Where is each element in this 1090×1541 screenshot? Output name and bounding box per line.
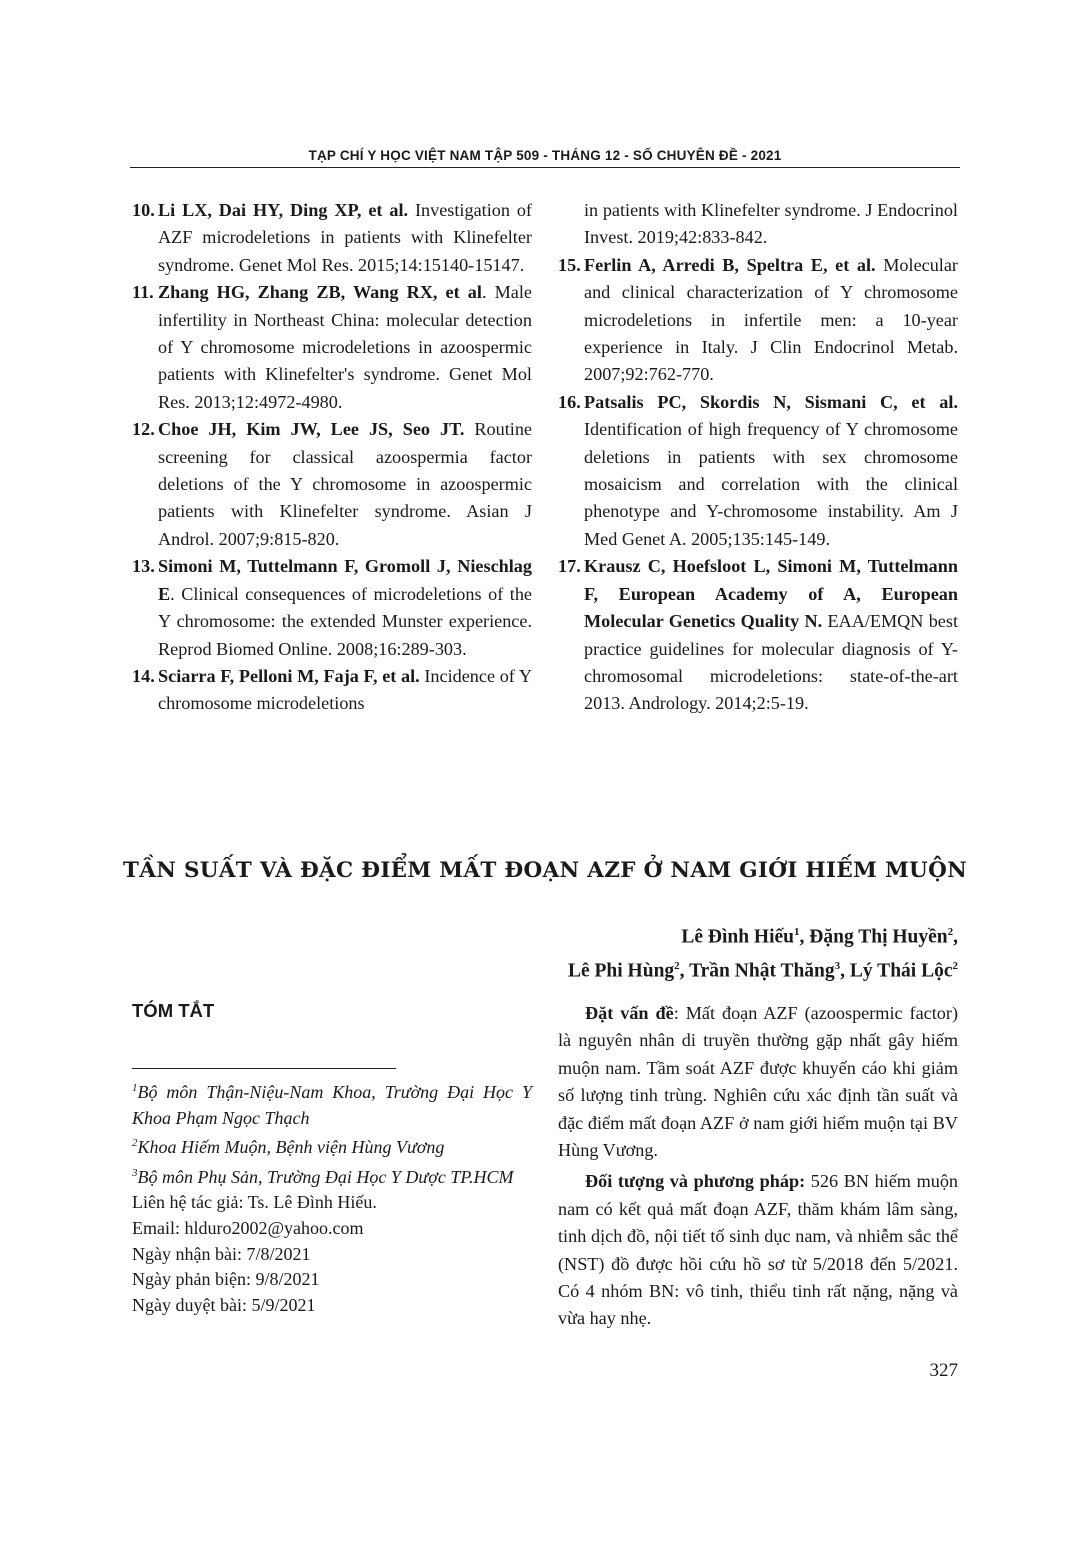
- abstract-background: Đặt vấn đề: Mất đoạn AZF (azoospermic factor) là nguyên nhân di truyền thường gặp nhất gây hiếm muộn nam. Tầm soát AZF được khuyến cáo khi giảm số lượng tinh trùng. Nghiên cứu xác định tần suất và đặc điểm mất đoạn AZF ở nam giới hiếm muộn tại BV Hùng Vương.: [558, 1003, 958, 1161]
- abstract: [558, 1000, 958, 1337]
- reference-item: 13. Simoni M, Tuttelmann F, Gromoll J, Nieschlag E. Clinical consequences of microdeletions of the Y chromosome: the extended Munster experience. Reprod Biomed Online. 2008;16:289-303.: [132, 556, 532, 659]
- date-accepted: Ngày duyệt bài: 5/9/2021: [132, 1294, 316, 1315]
- abstract-methods: Đối tượng và phương pháp: 526 BN hiếm muộn nam có kết quả mất đoạn AZF, thăm khám lâm sàng, tinh dịch đồ, nội tiết tố sinh dục nam, và nhiễm sắc thể (NST) đồ được hồi cứu hồ sơ từ 5/2018 đến 5/2021. Có 4 nhóm BN: vô tinh, thiểu tinh rất nặng, nặng và vừa hay nhẹ.: [558, 1171, 959, 1329]
- header-rule: [130, 167, 960, 168]
- reference-item: 16. Patsalis PC, Skordis N, Sismani C, et al. Identification of high frequency of Y chromosome deletions in patients with sex chromosome mosaicism and correlation with the clinical phenotype and Y-chromosome instability. Am J Med Genet A. 2005;135:145-149.: [558, 391, 958, 549]
- date-reviewed: Ngày phản biện: 9/8/2021: [132, 1269, 320, 1290]
- contact-email: Email: hlduro2002@yahoo.com: [132, 1217, 364, 1238]
- affiliation-1: $^1$Bộ môn Thận-Niệu-Nam Khoa, Trường Đại Học Y Khoa Phạm Ngọc Thạch: [132, 1082, 532, 1128]
- reference-item: 10. Li LX, Dai HY, Ding XP, et al. Investigation of AZF microdeletions in patients with Klinefelter syndrome. Genet Mol Res. 2015;14:15140-15147.: [132, 200, 532, 275]
- affiliation-3: $^3$Bộ môn Phụ Sản, Trường Đại Học Y Dược TP.HCM: [132, 1166, 514, 1187]
- footnote-rule: [132, 1068, 396, 1069]
- references-left-column: [132, 197, 532, 718]
- reference-item: 17. Krausz C, Hoefsloot L, Simoni M, Tuttelmann F, European Academy of A, European Molecular Genetics Quality N. EAA/EMQN best practice guidelines for molecular diagnosis of Y-chromosomal microdeletions: state-of-the-art 2013. Andrology. 2014;2:5-19.: [558, 556, 958, 714]
- reference-item: 14. Sciarra F, Pelloni M, Faja F, et al. Incidence of Y chromosome microdeletions: [132, 665, 532, 714]
- reference-continuation: in patients with Klinefelter syndrome. J Endocrinol Invest. 2019;42:833-842.: [584, 200, 958, 248]
- page-number: 327: [929, 1360, 958, 1381]
- reference-item: 11. Zhang HG, Zhang ZB, Wang RX, et al. Male infertility in Northeast China: molecular detection of Y chromosome microdeletions in azoospermic patients with Klinefelter's syndrome. Genet Mol Res. 2013;12:4972-4980.: [132, 282, 533, 412]
- date-received: Ngày nhận bài: 7/8/2021: [132, 1243, 311, 1264]
- journal-header: TẠP CHÍ Y HỌC VIỆT NAM TẬP 509 - THÁNG 12 - SỐ CHUYÊN ĐỀ - 2021: [308, 148, 782, 163]
- article-title: TẦN SUẤT VÀ ĐẶC ĐIỂM MẤT ĐOẠN AZF Ở NAM GIỚI HIẾM MUỘN: [122, 858, 968, 883]
- reference-item: 15. Ferlin A, Arredi B, Speltra E, et al. Molecular and clinical characterization of Y chromosome microdeletions in infertile men: a 10-year experience in Italy. J Clin Endocrinol Metab. 2007;92:762-770.: [558, 254, 958, 385]
- affiliation-2: $^2$Khoa Hiếm Muộn, Bệnh viện Hùng Vương: [132, 1137, 445, 1158]
- author-list: Lê Đình Hiếu$^1$, Đặng Thị Huyền$^2$, Lê Phi Hùng$^2$, Trần Nhật Thăng$^3$, Lý Thái Lộc$^2$: [567, 926, 958, 981]
- summary-heading: TÓM TẮT: [132, 1000, 215, 1021]
- reference-item: 12. Choe JH, Kim JW, Lee JS, Seo JT. Routine screening for classical azoospermia factor deletions of the Y chromosome in azoospermic patients with Klinefelter syndrome. Asian J Androl. 2007;9:815-820.: [132, 419, 532, 549]
- contact-author: Liên hệ tác giả: Ts. Lê Đình Hiếu.: [132, 1192, 377, 1213]
- footnotes: [132, 1076, 532, 1318]
- references-right-column: [558, 197, 958, 718]
